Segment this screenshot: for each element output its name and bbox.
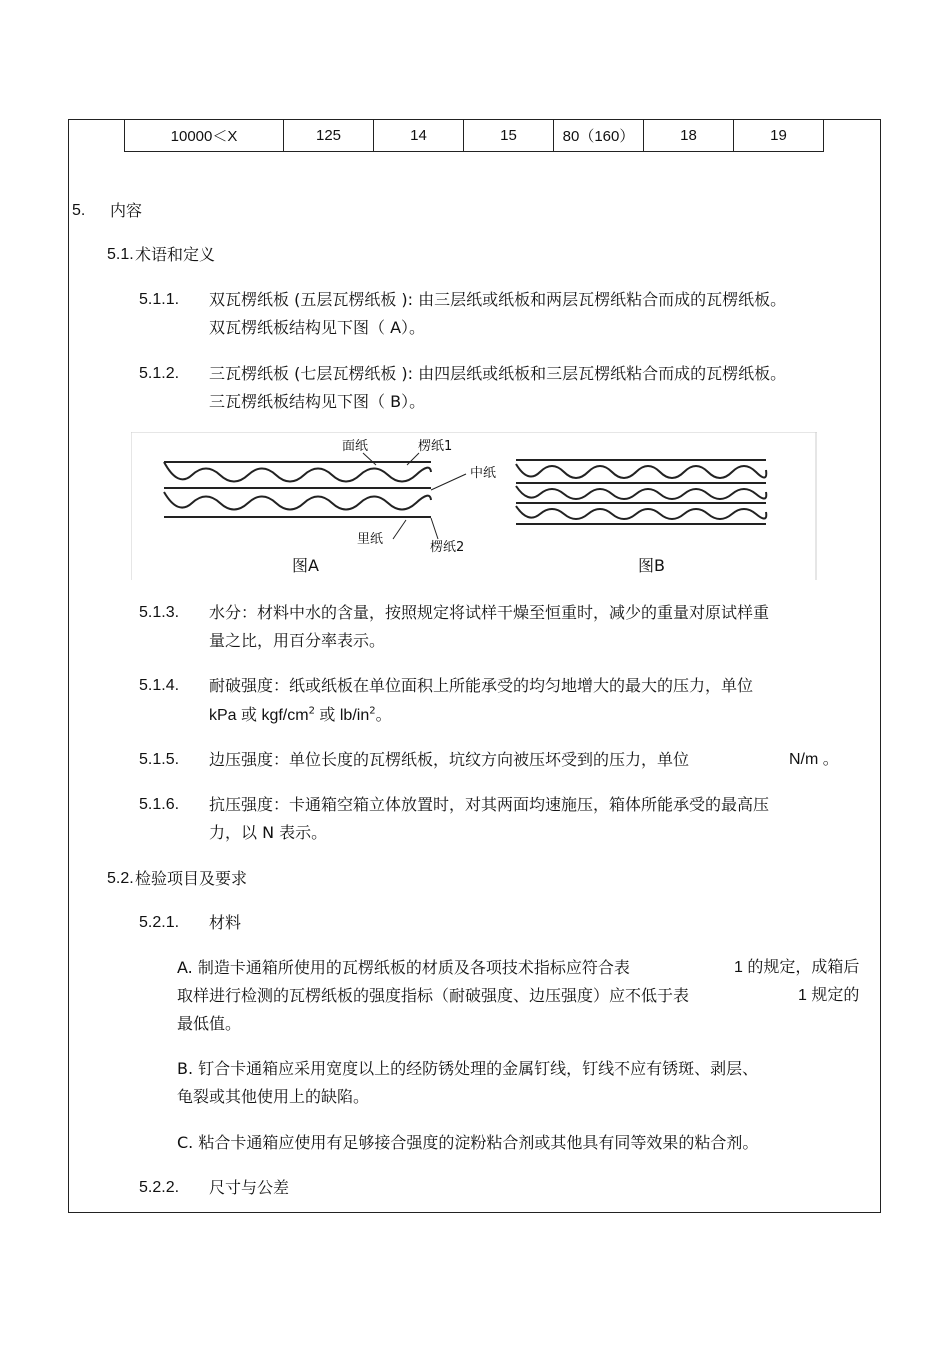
item-a-text: 1 的规定，成箱后 xyxy=(734,959,860,976)
table-cell: 14 xyxy=(374,120,464,152)
superscript: 2 xyxy=(308,705,315,717)
subsection-title: 检验项目及要求 xyxy=(135,869,248,888)
clause-title: 尺寸与公差 xyxy=(209,1178,290,1197)
corrugated-diagram xyxy=(131,432,817,580)
clause-text: 水分：材料中水的含量，按照规定将试样干燥至恒重时，减少的重量对原试样重 xyxy=(209,603,770,622)
subsection-number: 5.1. xyxy=(107,246,134,263)
table-cell: 10000＜X xyxy=(125,120,284,152)
clause-number: 5.1.4. xyxy=(139,677,180,694)
item-b-text: B. 钉合卡通箱应采用宽度以上的经防锈处理的金属钉线，钉线不应有锈斑、剥层、 xyxy=(177,1059,759,1078)
item-c-text: C. 粘合卡通箱应使用有足够接合强度的淀粉粘合剂或其他具有同等效果的粘合剂。 xyxy=(177,1133,759,1152)
clause-number: 5.1.2. xyxy=(139,365,180,382)
section-title: 内容 xyxy=(110,201,143,220)
label-inner-paper: 里纸 xyxy=(357,532,384,547)
clause-text: 三瓦楞纸板结构见下图（ B）。 xyxy=(209,392,426,411)
clause-text-units xyxy=(209,705,392,726)
unit-text: N/m 。 xyxy=(789,751,839,768)
section-number: 5. xyxy=(72,202,86,219)
spec-table xyxy=(124,119,824,152)
table-cell: 80（160） xyxy=(554,120,644,152)
clause-text: 耐破强度：纸或纸板在单位面积上所能承受的均匀地增大的最大的压力，单位 xyxy=(209,676,754,695)
label-flute-1: 楞纸1 xyxy=(418,439,453,454)
item-a-text: A. 制造卡通箱所使用的瓦楞纸板的材质及各项技术指标应符合表 xyxy=(177,958,630,977)
table-cell: 125 xyxy=(284,120,374,152)
subsection-number: 5.2. xyxy=(107,870,134,887)
unit-text: kPa 或 kgf/cm xyxy=(209,707,309,724)
table-cell: 18 xyxy=(644,120,734,152)
superscript: 2 xyxy=(369,705,376,717)
clause-number: 5.1.6. xyxy=(139,796,180,813)
caption-figure-b: 图B xyxy=(638,556,665,575)
clause-number: 5.2.2. xyxy=(139,1179,180,1196)
clause-title: 材料 xyxy=(209,913,242,932)
content-frame xyxy=(68,119,881,1213)
item-a-text: 1 规定的 xyxy=(798,987,860,1004)
item-b-text: 龟裂或其他使用上的缺陷。 xyxy=(177,1087,370,1106)
clause-text: 力，以 N 表示。 xyxy=(209,823,328,842)
figure-b-layers xyxy=(516,460,766,524)
label-face-paper: 面纸 xyxy=(342,439,369,454)
label-middle-paper: 中纸 xyxy=(470,466,497,481)
item-a-text: 最低值。 xyxy=(177,1014,242,1033)
item-a-text: 取样进行检测的瓦楞纸板的强度指标（耐破强度、边压强度）应不低于表 xyxy=(177,986,690,1005)
clause-text: 双瓦楞纸板结构见下图（ A）。 xyxy=(209,318,426,337)
clause-number: 5.2.1. xyxy=(139,914,180,931)
table-cell: 19 xyxy=(734,120,824,152)
corrugated-board-figure xyxy=(131,432,817,580)
clause-text: 三瓦楞纸板 (七层瓦楞纸板 ): 由四层纸或纸板和三层瓦楞纸粘合而成的瓦楞纸板。 xyxy=(209,364,787,383)
unit-text: 或 lb/in xyxy=(314,707,370,724)
table-row xyxy=(125,120,824,152)
clause-number: 5.1.3. xyxy=(139,604,180,621)
label-flute-2: 楞纸2 xyxy=(430,540,465,555)
unit-text: 。 xyxy=(375,705,392,724)
clause-number: 5.1.5. xyxy=(139,751,180,768)
figure-a-layers xyxy=(164,462,431,517)
clause-text: 边压强度：单位长度的瓦楞纸板，坑纹方向被压坏受到的压力，单位 xyxy=(209,750,690,769)
subsection-title: 术语和定义 xyxy=(135,245,216,264)
caption-figure-a: 图A xyxy=(292,556,319,575)
clause-number: 5.1.1. xyxy=(139,291,180,308)
clause-text: 双瓦楞纸板 (五层瓦楞纸板 ): 由三层纸或纸板和两层瓦楞纸粘合而成的瓦楞纸板。 xyxy=(209,290,787,309)
table-cell: 15 xyxy=(464,120,554,152)
clause-text: 抗压强度：卡通箱空箱立体放置时，对其两面均速施压，箱体所能承受的最高压 xyxy=(209,795,770,814)
clause-text: 量之比，用百分率表示。 xyxy=(209,631,386,650)
